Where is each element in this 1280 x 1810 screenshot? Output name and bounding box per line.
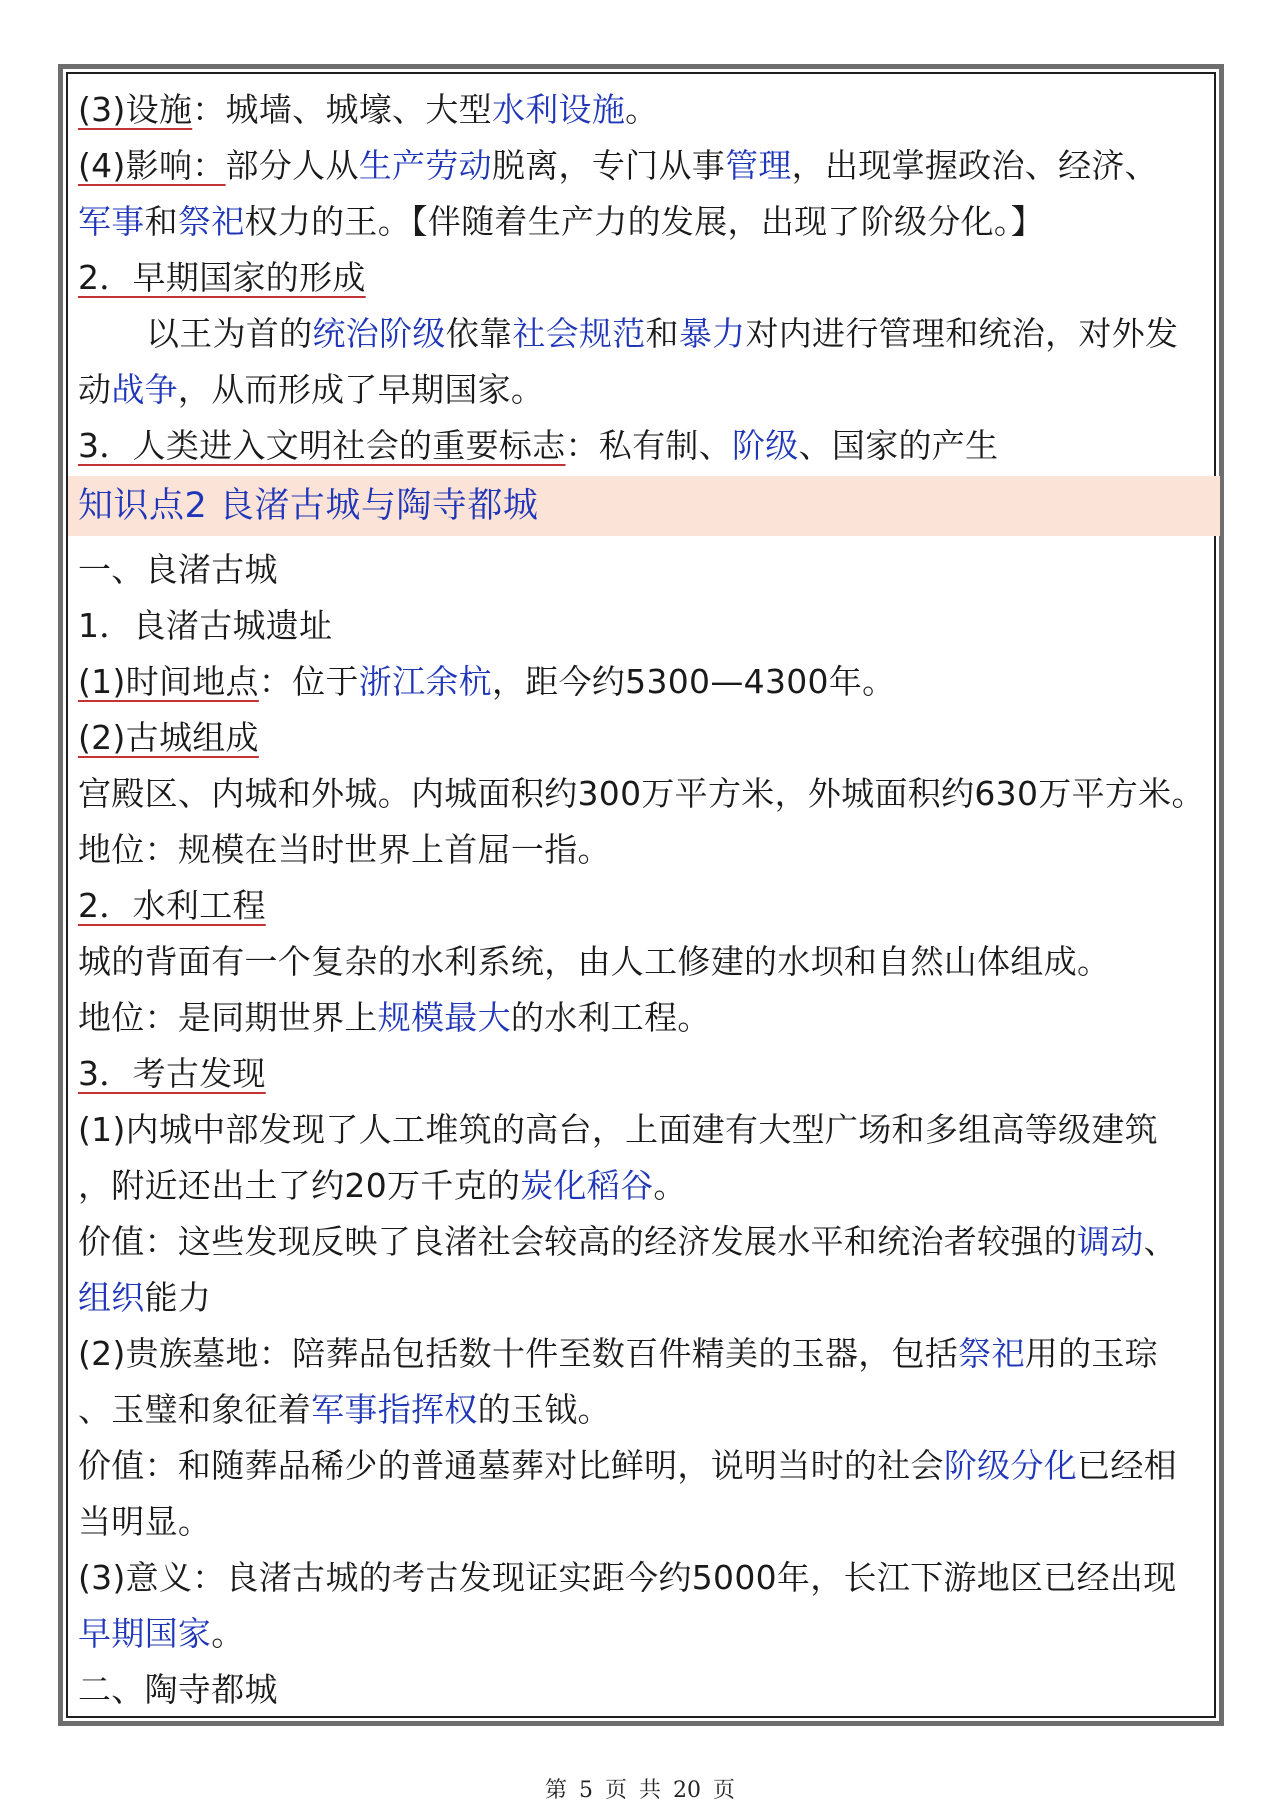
key-term: 生产劳动 <box>358 146 492 185</box>
key-term: 阶级分化 <box>943 1446 1078 1485</box>
text-segment: 1．良渚古城遗址 <box>78 606 333 645</box>
text-segment: 能力 <box>144 1278 212 1317</box>
key-term: 浙江余杭 <box>358 662 492 701</box>
section-label: (3)设施 <box>78 90 193 129</box>
text-line <box>78 654 1210 710</box>
text-segment: 用的玉琮 <box>1024 1334 1158 1373</box>
text-segment: 以王为首的 <box>146 314 313 353</box>
text-line <box>78 542 1210 598</box>
text-line <box>78 1606 1210 1662</box>
footer-total-label: 共 <box>639 1778 662 1803</box>
section-label: (1)时间地点 <box>78 662 259 701</box>
text-segment: 、国家的产生 <box>798 426 999 465</box>
text-line <box>78 1046 1210 1102</box>
text-line <box>78 1382 1210 1438</box>
key-term: 阶级 <box>732 426 799 465</box>
text-segment: 的水利工程。 <box>510 998 711 1037</box>
footer-suffix: 页 <box>713 1778 736 1803</box>
key-term: 组织 <box>78 1278 145 1317</box>
text-segment: 、玉璧和象征着 <box>78 1390 312 1429</box>
text-segment: ，距今约5300—4300年。 <box>491 662 896 701</box>
text-line <box>78 878 1210 934</box>
key-term: 军事 <box>78 202 145 241</box>
section-label: 2．早期国家的形成 <box>78 258 366 297</box>
text-segment: 脱离，专门从事 <box>491 146 726 185</box>
text-segment: 。 <box>211 1614 245 1653</box>
text-line <box>78 1102 1210 1158</box>
text-segment: 地位：是同期世界上 <box>78 998 378 1037</box>
key-term: 调动 <box>1077 1222 1144 1261</box>
text-segment: 当明显。 <box>78 1502 212 1541</box>
text-line <box>78 1550 1210 1606</box>
text-line <box>78 598 1210 654</box>
text-segment: ：私有制、 <box>565 426 732 465</box>
footer-middle: 页 <box>604 1778 627 1803</box>
text-segment: ，附近还出土了约20万千克的 <box>78 1166 521 1205</box>
footer-page-number: 5 <box>578 1778 593 1803</box>
text-segment: (1)内城中部发现了人工堆筑的高台，上面建有大型广场和多组高等级建筑 <box>78 1110 1158 1149</box>
text-segment: 和 <box>645 314 679 353</box>
text-line <box>78 1494 1210 1550</box>
key-term: 军事指挥权 <box>311 1390 478 1429</box>
section-label: (2)古城组成 <box>78 718 259 757</box>
text-segment: 地位：规模在当时世界上首屈一指。 <box>78 830 611 869</box>
text-line <box>78 1326 1210 1382</box>
text-line <box>78 934 1210 990</box>
text-segment: 二、陶寺都城 <box>78 1670 278 1709</box>
key-term: 统治阶级 <box>312 314 446 353</box>
text-line <box>78 766 1210 822</box>
text-segment: 。 <box>625 90 659 129</box>
section-label: (4)影响： <box>78 146 226 185</box>
knowledge-point-heading: 知识点2 良渚古城与陶寺都城 <box>68 476 1220 536</box>
text-segment: ，从而形成了早期国家。 <box>177 370 545 409</box>
text-segment: 已经相 <box>1077 1446 1177 1485</box>
text-segment: (2)贵族墓地：陪葬品包括数十件至数百件精美的玉器，包括 <box>78 1334 959 1373</box>
text-segment: ：城墙、城壕、大型 <box>192 90 492 129</box>
text-line <box>78 1438 1210 1494</box>
text-segment: 一、良渚古城 <box>78 550 278 589</box>
text-line <box>78 1270 1210 1326</box>
text-segment: 、 <box>1143 1222 1177 1261</box>
text-line <box>78 1214 1210 1270</box>
text-segment: 权力的王。【伴随着生产力的发展，出现了阶级分化。】 <box>244 202 1045 241</box>
text-line <box>78 362 1210 418</box>
text-segment: 城的背面有一个复杂的水利系统，由人工修建的水坝和自然山体组成。 <box>78 942 1111 981</box>
text-line <box>78 82 1210 138</box>
text-line <box>78 710 1210 766</box>
text-line <box>78 194 1210 250</box>
text-line <box>78 418 1210 474</box>
key-term: 战争 <box>111 370 178 409</box>
text-segment: ：位于 <box>258 662 359 701</box>
key-term: 规模最大 <box>377 998 511 1037</box>
key-term: 水利设施 <box>491 90 626 129</box>
text-line <box>78 138 1210 194</box>
key-term: 管理 <box>725 146 792 185</box>
text-segment: 价值：这些发现反映了良渚社会较高的经济发展水平和统治者较强的 <box>78 1222 1077 1261</box>
text-line <box>78 1158 1210 1214</box>
text-segment: ，出现掌握政治、经济、 <box>791 146 1158 185</box>
key-term: 早期国家 <box>78 1614 212 1653</box>
text-line <box>78 1662 1210 1718</box>
section-label: 3．人类进入文明社会的重要标志 <box>78 426 566 465</box>
text-segment: 部分人从 <box>225 146 359 185</box>
document-body <box>78 82 1210 1718</box>
key-term: 暴力 <box>678 314 746 353</box>
text-line <box>78 306 1210 362</box>
text-line <box>78 822 1210 878</box>
text-line <box>78 990 1210 1046</box>
section-label: 3．考古发现 <box>78 1054 266 1093</box>
key-term: 祭祀 <box>177 202 245 241</box>
text-segment: 依靠 <box>445 314 513 353</box>
key-term: 祭祀 <box>958 1334 1025 1373</box>
section-label: 2．水利工程 <box>78 886 266 925</box>
footer-prefix: 第 <box>544 1778 567 1803</box>
page-footer <box>0 1773 1280 1804</box>
text-segment: 。 <box>653 1166 687 1205</box>
text-segment: 和 <box>144 202 178 241</box>
text-line <box>78 250 1210 306</box>
text-segment: 动 <box>78 370 112 409</box>
text-segment: 宫殿区、内城和外城。内城面积约300万平方米，外城面积约630万平方米。 <box>78 774 1205 813</box>
key-term: 社会规范 <box>512 314 646 353</box>
text-segment: 的玉钺。 <box>477 1390 611 1429</box>
text-segment: 价值：和随葬品稀少的普通墓葬对比鲜明，说明当时的社会 <box>78 1446 944 1485</box>
text-segment: 对内进行管理和统治，对外发 <box>745 314 1179 353</box>
text-segment: (3)意义：良渚古城的考古发现证实距今约5000年，长江下游地区已经出现 <box>78 1558 1177 1597</box>
key-term: 炭化稻谷 <box>520 1166 654 1205</box>
footer-total-pages: 20 <box>673 1778 702 1803</box>
